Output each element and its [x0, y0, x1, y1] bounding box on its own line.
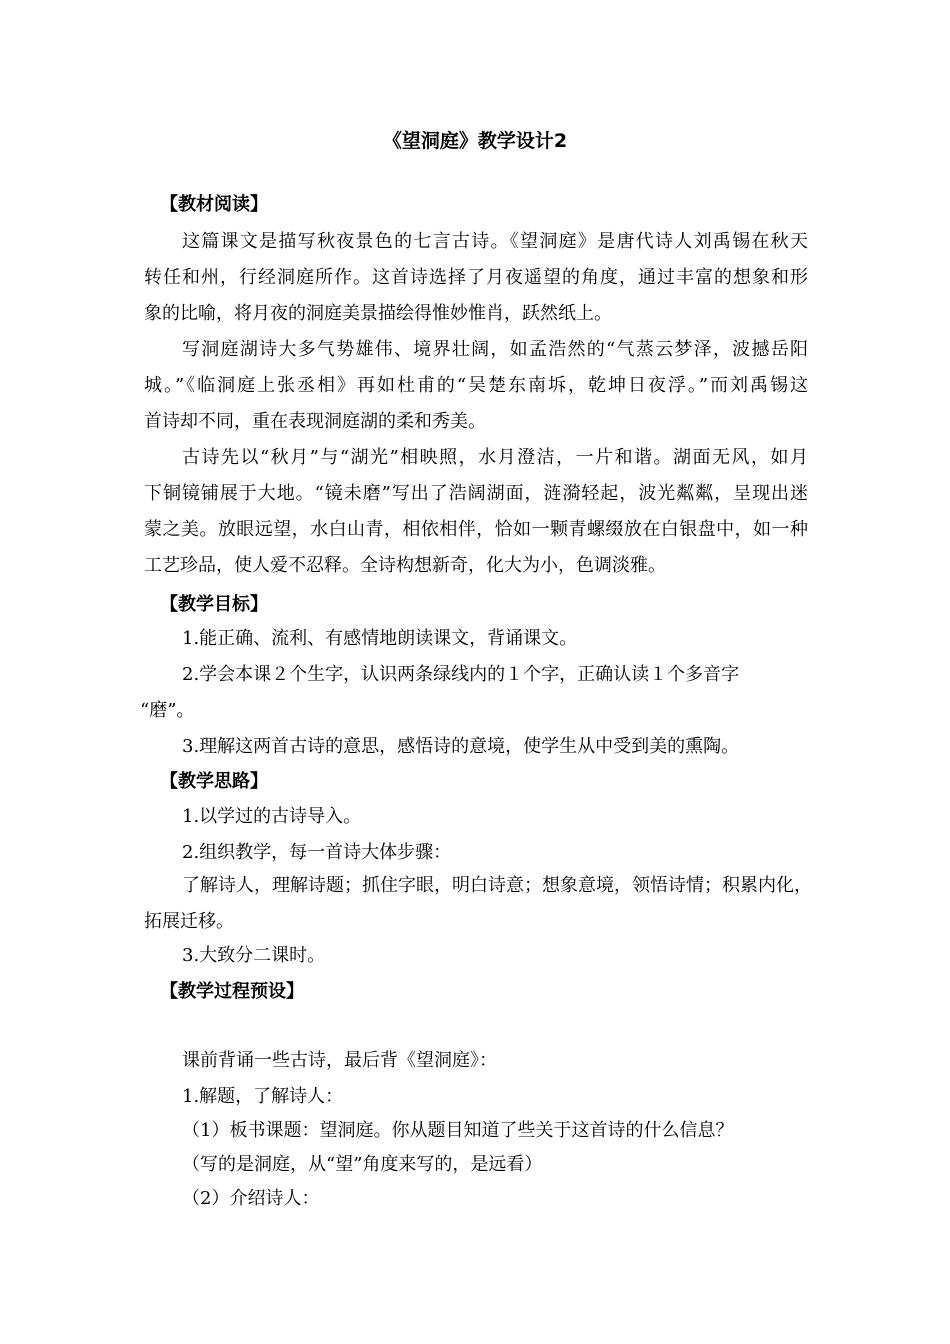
approach-item-2: 2.组织教学，每一首诗大体步骤：: [182, 842, 452, 863]
goal-item-1: 1.能正确、流利、有感情地朗读课文，背诵课文。: [182, 628, 578, 649]
paragraph-line: 城。”《临洞庭上张丞相》再如杜甫的“吴楚东南坼，乾坤日夜浮。”而刘禹锡这: [144, 375, 808, 396]
approach-item-1: 1.以学过的古诗导入。: [182, 806, 362, 827]
paragraph-line: 蒙之美。放眼远望，水白山青，相依相伴，恰如一颗青螺缀放在白银盘中，如一种: [144, 519, 808, 540]
section-heading-reading: 【教材阅读】: [160, 194, 268, 215]
paragraph-line: 象的比喻，将月夜的洞庭美景描绘得惟妙惟肖，跃然纸上。: [144, 303, 612, 324]
paragraph-line: 下铜镜铺展于大地。“镜未磨”写出了浩阔湖面，涟漪轻起，波光粼粼，呈现出迷: [144, 483, 808, 504]
paragraph-line: 写洞庭湖诗大多气势雄伟、境界壮阔，如孟浩然的“气蒸云梦泽，波撼岳阳: [182, 339, 808, 360]
goal-item-2-continued: “磨”。: [140, 700, 195, 721]
section-heading-goals: 【教学目标】: [160, 594, 268, 615]
paragraph-line: 这篇课文是描写秋夜景色的七言古诗。《望洞庭》是唐代诗人刘禹锡在秋天: [182, 231, 808, 252]
paragraph-line: 工艺珍品，使人爱不忍释。全诗构想新奇，化大为小，色调淡雅。: [144, 555, 666, 576]
process-intro: 课前背诵一些古诗，最后背《望洞庭》：: [182, 1050, 497, 1071]
section-heading-approach: 【教学思路】: [160, 771, 268, 792]
process-step-1-2: （2）介绍诗人：: [182, 1188, 320, 1209]
paragraph-line: 首诗却不同，重在表现洞庭湖的柔和秀美。: [144, 411, 486, 432]
document-title: 《望洞庭》教学设计2: [382, 130, 568, 152]
paragraph-line: 转任和州，行经洞庭所作。这首诗选择了月夜遥望的角度，通过丰富的想象和形: [144, 267, 808, 288]
approach-item-3: 3.大致分二课时。: [182, 945, 326, 966]
section-heading-process: 【教学过程预设】: [160, 981, 304, 1002]
paragraph-line: 古诗先以“秋月”与“湖光”相映照，水月澄洁，一片和谐。湖面无风，如月: [182, 447, 808, 468]
process-step-1: 1.解题，了解诗人：: [182, 1086, 344, 1107]
process-step-1-1-answer: （写的是洞庭，从“望”角度来写的，是远看）: [182, 1154, 543, 1175]
approach-item-2-detail: 了解诗人，理解诗题；抓住字眼，明白诗意；想象意境，领悟诗情；积累内化，: [182, 875, 812, 896]
goal-item-2: 2.学会本课２个生字，认识两条绿线内的１个字，正确认读１个多音字: [182, 664, 740, 685]
approach-item-2-detail-continued: 拓展迁移。: [144, 911, 234, 932]
goal-item-3: 3.理解这两首古诗的意思，感悟诗的意境，使学生从中受到美的熏陶。: [182, 736, 740, 757]
process-step-1-1: （1）板书课题：望洞庭。你从题目知道了些关于这首诗的什么信息？: [182, 1120, 734, 1141]
